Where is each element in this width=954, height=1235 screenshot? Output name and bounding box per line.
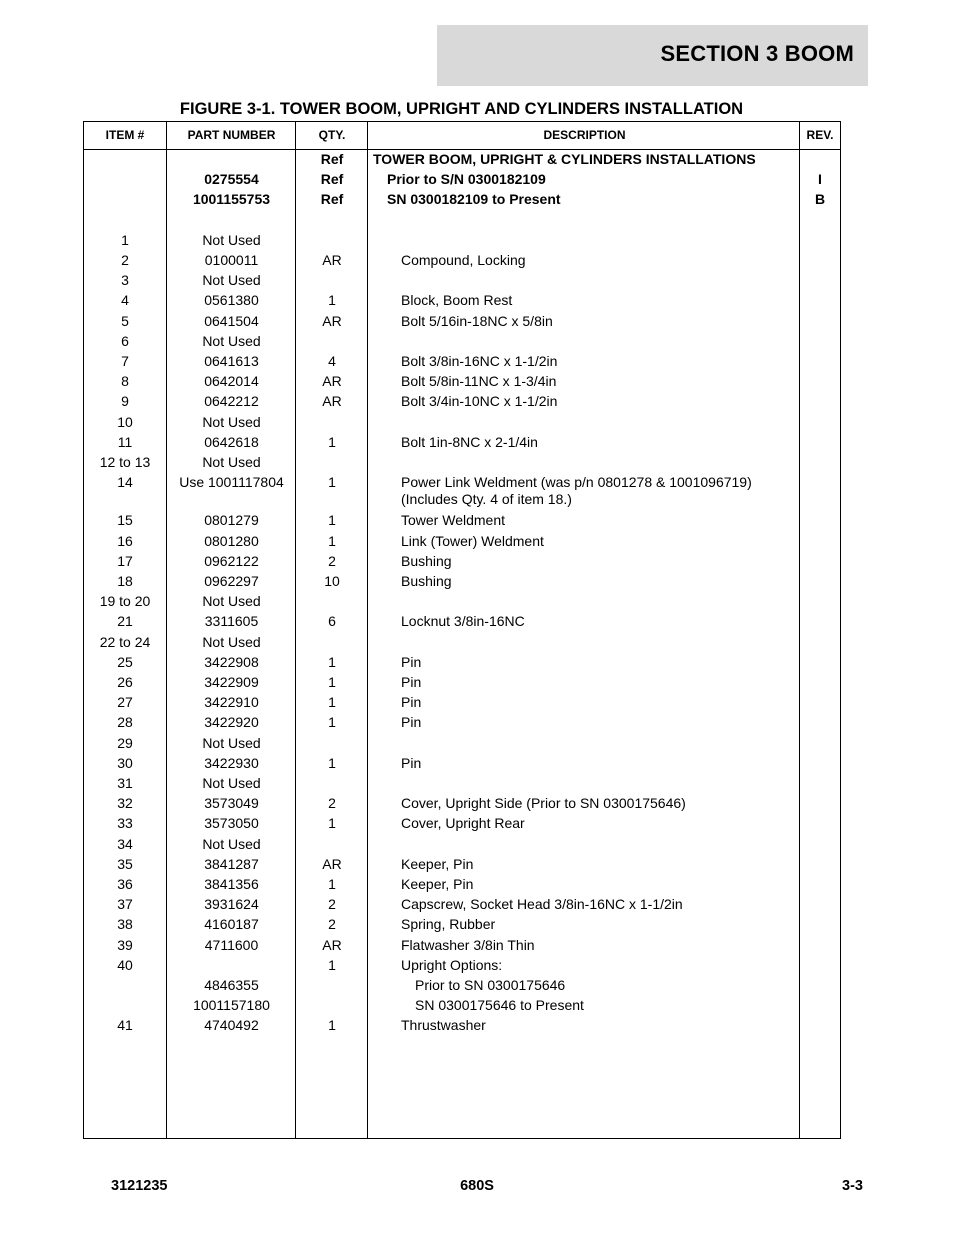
item-number-cell: 14 — [117, 474, 133, 491]
quantity-cell: 2 — [328, 896, 336, 913]
item-number-cell: 32 — [117, 795, 133, 812]
quantity-cell: 1 — [328, 474, 336, 491]
figure-title: FIGURE 3-1. TOWER BOOM, UPRIGHT AND CYLINDERS INSTALLATION — [179, 100, 744, 118]
part-number-cell: Not Used — [202, 593, 261, 610]
quantity-cell: 1 — [328, 433, 336, 450]
part-number-cell: 0801279 — [204, 512, 259, 529]
part-number-cell: 4711600 — [204, 936, 259, 953]
quantity-cell: 1 — [328, 754, 336, 771]
header-divider — [84, 149, 840, 150]
quantity-cell: 1 — [328, 956, 336, 973]
description-cell: Bolt 5/8in-11NC x 1-3/4in — [401, 373, 557, 390]
footer-page-number: 3-3 — [842, 1178, 863, 1194]
item-number-cell: 16 — [117, 532, 133, 549]
description-cell: Bolt 3/8in-16NC x 1-1/2in — [401, 353, 558, 369]
item-number-cell: 1 — [121, 231, 129, 248]
description-cell: (Includes Qty. 4 of item 18.) — [401, 491, 572, 508]
item-number-cell: 8 — [121, 373, 129, 390]
description-cell: Spring, Rubber — [401, 916, 496, 933]
description-cell: Bolt 1in-8NC x 2-1/4in — [401, 433, 538, 450]
revision-cell: I — [818, 171, 822, 188]
description-cell: Pin — [401, 714, 422, 731]
header-item-number: ITEM # — [105, 128, 145, 142]
description-cell: Prior to S/N 0300182109 — [387, 171, 546, 188]
part-number-cell: 3422910 — [204, 694, 259, 711]
quantity-cell: 1 — [328, 815, 336, 832]
quantity-cell: 1 — [328, 694, 336, 711]
part-number-cell: 3422930 — [204, 754, 259, 771]
description-cell: Keeper, Pin — [401, 855, 474, 872]
part-number-cell: 0642618 — [204, 433, 259, 450]
description-cell: Tower Weldment — [401, 512, 506, 529]
quantity-cell: 1 — [328, 714, 336, 731]
item-number-cell: 19 to 20 — [99, 593, 151, 610]
item-number-cell: 10 — [117, 413, 133, 430]
part-number-cell: 3422909 — [204, 674, 259, 690]
part-number-cell: 3931624 — [204, 896, 259, 913]
footer-model: 680S — [460, 1178, 494, 1194]
item-number-cell: 18 — [117, 573, 133, 589]
part-number-cell: 0275554 — [204, 171, 259, 188]
item-number-cell: 39 — [117, 936, 133, 953]
part-number-cell: 0962297 — [204, 573, 259, 589]
description-cell: Cover, Upright Side (Prior to SN 0300175646) — [401, 795, 686, 812]
quantity-cell: 1 — [328, 876, 336, 892]
description-cell: Bushing — [401, 573, 452, 589]
item-number-cell: 27 — [117, 694, 133, 711]
quantity-cell: AR — [322, 936, 342, 953]
item-number-cell: 4 — [121, 292, 129, 309]
footer-doc-number: 3121235 — [111, 1178, 168, 1194]
part-number-cell: 4160187 — [204, 916, 259, 933]
description-cell: Link (Tower) Weldment — [401, 532, 544, 549]
description-cell: Thrustwasher — [401, 1017, 486, 1034]
description-cell: Keeper, Pin — [401, 876, 474, 892]
part-number-cell: Not Used — [202, 332, 261, 349]
item-number-cell: 35 — [117, 855, 133, 872]
part-number-cell: 4846355 — [204, 977, 259, 993]
item-number-cell: 37 — [117, 896, 133, 913]
description-cell: Power Link Weldment (was p/n 0801278 & 1001096719) — [401, 474, 752, 491]
item-number-cell: 30 — [117, 754, 133, 771]
item-number-cell: 9 — [121, 393, 129, 410]
item-number-cell: 3 — [121, 272, 129, 289]
item-number-cell: 21 — [117, 613, 133, 630]
part-number-cell: 0642212 — [204, 393, 259, 410]
item-number-cell: 6 — [121, 332, 129, 349]
header-revision: REV. — [806, 128, 834, 142]
item-number-cell: 34 — [117, 835, 133, 852]
description-cell: Pin — [401, 694, 422, 711]
description-cell: Prior to SN 0300175646 — [415, 977, 566, 993]
section-header — [437, 25, 868, 86]
section-title: SECTION 3 BOOM — [660, 41, 854, 66]
description-cell: Compound, Locking — [401, 252, 526, 268]
description-cell: SN 0300182109 to Present — [387, 191, 561, 208]
quantity-cell: 1 — [328, 292, 336, 309]
item-number-cell: 22 to 24 — [99, 633, 151, 650]
item-number-cell: 26 — [117, 674, 133, 690]
part-number-cell: 3422920 — [204, 714, 259, 731]
description-cell: Block, Boom Rest — [401, 292, 513, 309]
quantity-cell: 2 — [328, 916, 336, 933]
quantity-cell: AR — [322, 855, 342, 872]
quantity-cell: 1 — [328, 1017, 336, 1034]
quantity-cell: AR — [322, 393, 342, 410]
item-number-cell: 29 — [117, 734, 133, 751]
description-cell: TOWER BOOM, UPRIGHT & CYLINDERS INSTALLATIONS — [373, 151, 756, 167]
description-cell: Locknut 3/8in-16NC — [401, 613, 525, 630]
revision-cell: B — [814, 191, 826, 208]
item-number-cell: 38 — [117, 916, 133, 933]
description-cell: Pin — [401, 754, 422, 771]
quantity-cell: 1 — [328, 653, 336, 670]
parts-table — [83, 121, 841, 1139]
part-number-cell: 0641613 — [204, 353, 259, 369]
description-cell: Cover, Upright Rear — [401, 815, 525, 832]
part-number-cell: 3841356 — [204, 876, 259, 892]
quantity-cell: 6 — [328, 613, 336, 630]
description-cell: Pin — [401, 653, 422, 670]
part-number-cell: Not Used — [202, 835, 261, 852]
part-number-cell: Use 1001117804 — [179, 474, 284, 491]
item-number-cell: 31 — [117, 775, 133, 791]
description-cell: Bushing — [401, 552, 452, 569]
description-cell: Bolt 5/16in-18NC x 5/8in — [401, 312, 553, 329]
quantity-cell: 10 — [324, 573, 340, 589]
part-number-cell: Not Used — [202, 231, 261, 248]
quantity-cell: Ref — [320, 171, 344, 188]
quantity-cell: 1 — [328, 532, 336, 549]
header-quantity: QTY. — [318, 128, 346, 142]
part-number-cell: 4740492 — [204, 1017, 259, 1034]
part-number-cell: 3573049 — [204, 795, 259, 812]
quantity-cell: 2 — [328, 552, 336, 569]
item-number-cell: 40 — [117, 956, 133, 973]
header-part-number: PART NUMBER — [187, 128, 276, 142]
part-number-cell: 1001157180 — [193, 997, 270, 1014]
quantity-cell: 2 — [328, 795, 336, 812]
column-divider — [799, 122, 800, 1138]
description-cell: Upright Options: — [401, 956, 503, 973]
part-number-cell: 1001155753 — [192, 191, 271, 208]
part-number-cell: Not Used — [202, 454, 261, 470]
description-cell: Flatwasher 3/8in Thin — [401, 936, 535, 953]
quantity-cell: AR — [322, 252, 342, 268]
part-number-cell: Not Used — [202, 775, 261, 791]
item-number-cell: 41 — [117, 1017, 133, 1034]
description-cell: Capscrew, Socket Head 3/8in-16NC x 1-1/2in — [401, 896, 683, 913]
part-number-cell: 3422908 — [204, 653, 259, 670]
quantity-cell: Ref — [320, 151, 344, 167]
description-cell: Bolt 3/4in-10NC x 1-1/2in — [401, 393, 558, 410]
item-number-cell: 33 — [117, 815, 133, 832]
item-number-cell: 36 — [117, 876, 133, 892]
part-number-cell: Not Used — [202, 633, 261, 650]
part-number-cell: Not Used — [202, 734, 261, 751]
item-number-cell: 7 — [121, 353, 129, 369]
description-cell: SN 0300175646 to Present — [415, 997, 584, 1014]
part-number-cell: 3311605 — [204, 613, 259, 630]
part-number-cell: 0962122 — [204, 552, 259, 569]
part-number-cell: 3841287 — [204, 855, 259, 872]
item-number-cell: 11 — [117, 433, 133, 450]
quantity-cell: Ref — [320, 191, 344, 208]
quantity-cell: AR — [322, 312, 342, 329]
part-number-cell: 0642014 — [204, 373, 259, 390]
description-cell: Pin — [401, 674, 422, 690]
item-number-cell: 12 to 13 — [99, 454, 151, 470]
part-number-cell: 0561380 — [204, 292, 259, 309]
part-number-cell: 0100011 — [204, 252, 259, 268]
quantity-cell: 4 — [328, 353, 336, 369]
item-number-cell: 5 — [121, 312, 129, 329]
part-number-cell: Not Used — [202, 413, 261, 430]
item-number-cell: 28 — [117, 714, 133, 731]
item-number-cell: 15 — [117, 512, 133, 529]
part-number-cell: 0801280 — [204, 532, 259, 549]
part-number-cell: Not Used — [202, 272, 261, 289]
quantity-cell: AR — [322, 373, 342, 390]
quantity-cell: 1 — [328, 512, 336, 529]
part-number-cell: 3573050 — [204, 815, 259, 832]
item-number-cell: 2 — [121, 252, 129, 268]
item-number-cell: 25 — [117, 653, 133, 670]
item-number-cell: 17 — [117, 552, 133, 569]
part-number-cell: 0641504 — [204, 312, 259, 329]
header-description: DESCRIPTION — [543, 128, 626, 142]
quantity-cell: 1 — [328, 674, 336, 690]
